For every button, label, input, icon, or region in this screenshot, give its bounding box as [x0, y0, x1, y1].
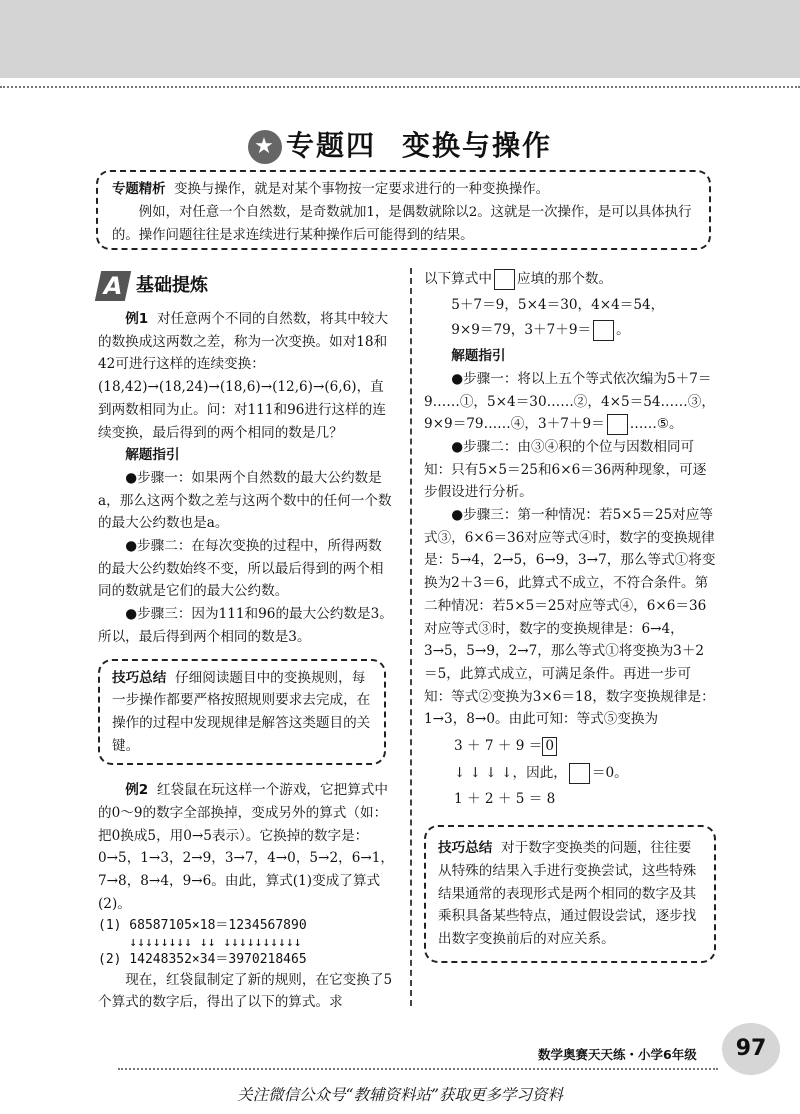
title-prefix: 专题四: [285, 129, 376, 162]
title-main: 变换与操作: [402, 129, 553, 162]
example1-step2: ●步骤二：在每次变换的过程中，所得两数的最大公约数始终不变，所以最后得到的两个相同的数就是它们的最大公约数。: [98, 538, 384, 600]
right-step1-end: ……⑤。: [629, 416, 683, 433]
page-title: [0, 124, 800, 164]
answer-blank: [593, 320, 614, 341]
equation-line-2: 9×9＝79，3＋7＋9＝: [451, 322, 592, 339]
formula-1: (1) 68587105×18＝1234567890: [98, 917, 307, 933]
equation-line-2-end: 。: [616, 322, 630, 339]
intro-text1: 变换与操作，就是对某个事物按一定要求进行的一种变换操作。: [174, 182, 550, 197]
top-banner: [0, 0, 800, 78]
left-column: [98, 266, 394, 1014]
example1-step3: ●步骤三：因为111和96的最大公约数是3。所以，最后得到两个相同的数是3。: [98, 606, 393, 645]
bottom-note: 关注微信公众号“教辅资料站”获取更多学习资料: [237, 1086, 563, 1104]
calc-block: [424, 735, 716, 811]
section-a-icon: A: [95, 271, 131, 301]
star-icon: ★: [248, 130, 282, 164]
section-title: 基础提炼: [136, 274, 208, 296]
calc-top-answer: 0: [542, 737, 557, 756]
example1-step1: ●步骤一：如果两个自然数的最大公约数是a，那么这两个数之差与这两个数中的任何一个数的最大公约数也是a。: [98, 469, 392, 532]
header-divider: [0, 86, 800, 88]
intro-box: [96, 170, 711, 250]
right-column: [424, 268, 716, 963]
answer-blank: [569, 763, 590, 784]
right-guide-title: 解题指引: [451, 348, 506, 365]
tip-box-1: [98, 659, 386, 766]
example1-guide-title: 解题指引: [125, 447, 180, 464]
right-line1-pre: 以下算式中: [424, 271, 492, 287]
example2-text: 红袋鼠在玩这样一个游戏，它把算式中的0～9的数字全部换掉，变成另外的算式（如：把0换成5，用0→5表示）。它换掉的数字是：0→5，1→3，2→9，3→7，4→0，5→2，6→1，7→8，8→4，9→6。由此，算式(1)变成了算式(2)。: [98, 782, 394, 912]
right-line1-post: 应填的那个数。: [516, 271, 613, 287]
tip1-label: 技巧总结: [112, 669, 167, 686]
tip2-label: 技巧总结: [438, 840, 493, 857]
example1-label: 例1: [125, 311, 149, 327]
answer-blank: [607, 414, 628, 435]
calc-mid: ，因此，: [512, 764, 567, 781]
intro-text2: 例如，对任意一个自然数，是奇数就加1，是偶数就除以2。这就是一次操作，是可以具体执行的。操作问题往往是求连续进行某种操作后可能得到的结果。: [112, 205, 692, 243]
calc-mid-end: ＝0。: [591, 764, 628, 781]
column-divider: [410, 268, 412, 1006]
formula-arrows: ↓↓↓↓↓↓↓↓ ↓↓ ↓↓↓↓↓↓↓↓↓↓: [98, 934, 302, 950]
right-step1: ●步骤一：将以上五个等式依次编为5＋7＝9……①，5×4＝30……②，4×5＝54……③，9×9＝79……④，3＋7＋9＝: [424, 370, 715, 433]
equation-line-1: 5＋7＝9，5×4＝30，4×4＝54，: [451, 296, 665, 313]
intro-label: 专题精析: [112, 182, 166, 197]
calc-bottom: 1 ＋ 2 ＋ 5 ＝ 8: [454, 791, 556, 808]
example1-text: 对任意两个不同的自然数，将其中较大的数换成这两数之差，称为一次变换。如对18和42可进行这样的连续变换：(18,42)→(18,24)→(18,6)→(12,6)→(6,6)，直到两数相同为止。问：对111和96进行这样的连续变换，最后得到的两个相同的数是几？: [98, 311, 388, 441]
tip2-text: 对于数字变换类的问题，往往要从特殊的结果入手进行变换尝试，这些特殊结果通常的表现形式是两个相同的数字及其乘积具备某些特点，通过假设尝试，逐步找出数字变换前后的对应关系。: [438, 840, 697, 947]
book-title: 数学奥赛天天练・小学6年级: [538, 1047, 697, 1062]
right-step3: ●步骤三：第一种情况：若5×5＝25对应等式③，6×6＝36对应等式④时，数字的变换规律是：5→4，2→5，6→9，3→7，那么等式①将变换为2＋3＝6，此算式不成立，不符合条件。第二种情况：若5×5＝25对应等式④，6×6＝36对应等式③时，数字的变换规律是：6→4，3→5，5→9，2→7，那么等式①将变换为3＋2＝5，此算式成立，可满足条件。再进一步可知：等式②变换为3×6＝18，数字变换规律是：1→3，8→0。由此可知：等式⑤变换为: [424, 507, 716, 728]
calc-arrows: ↓ ↓ ↓ ↓: [454, 764, 513, 781]
section-header: [98, 266, 394, 306]
example2-text2: 现在，红袋鼠制定了新的规则，在它变换了5个算式的数字后，得出了以下的算式。求: [98, 971, 393, 1011]
footer-divider: [118, 1068, 718, 1070]
example2-label: 例2: [125, 782, 149, 799]
right-step2: ●步骤二：由③④积的个位与因数相同可知：只有5×5＝25和6×6＝36两种现象，可逐步假设进行分析。: [424, 438, 707, 501]
tip-box-2: [424, 825, 716, 963]
formula-2: (2) 14248352×34＝3970218465: [98, 951, 307, 967]
answer-blank: [494, 269, 515, 290]
calc-top: 3 ＋ 7 ＋ 9 ＝: [454, 738, 543, 755]
tip1-text: 仔细阅读题目中的变换规则，每一步操作都要严格按照规则要求去完成，在操作的过程中发现规律是解答这类题目的关键。: [112, 669, 371, 754]
page-number: 97: [722, 1023, 780, 1075]
